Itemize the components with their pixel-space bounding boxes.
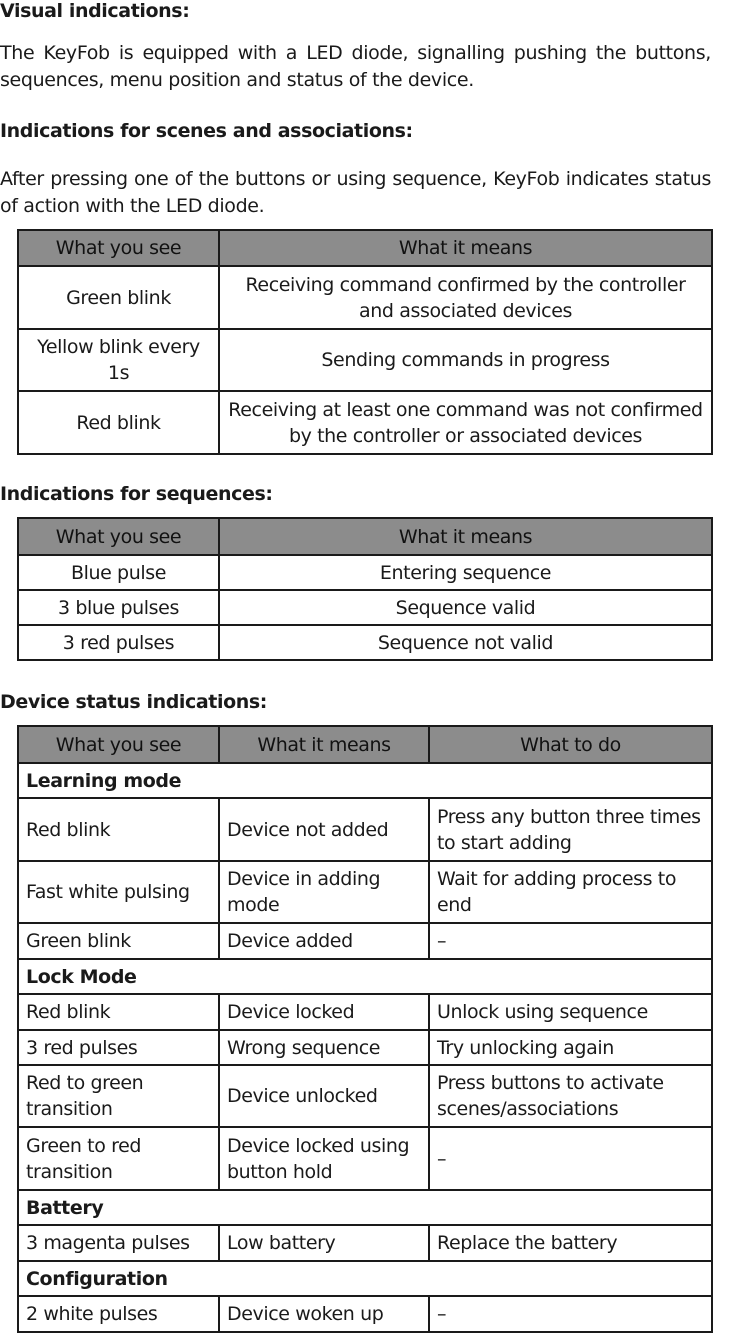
table-cell: Red blink	[18, 994, 219, 1030]
scenes-heading: Indications for scenes and associations:	[0, 120, 413, 142]
table-cell: Device not added	[219, 798, 429, 861]
table-cell: Try unlocking again	[429, 1030, 712, 1065]
table-cell: Red to green transition	[18, 1065, 219, 1127]
table-row	[18, 590, 712, 625]
table-cell: Receiving command confirmed by the controller and associated devices	[219, 266, 712, 329]
column-header: What it means	[219, 726, 429, 763]
visual-indications-heading: Visual indications:	[0, 0, 190, 22]
table-cell: Press buttons to activate scenes/associations	[429, 1065, 712, 1127]
table-row	[18, 266, 712, 329]
device-status-heading: Device status indications:	[0, 691, 267, 713]
table-header-row	[18, 518, 712, 555]
section-row	[18, 1190, 712, 1225]
section-row	[18, 763, 712, 798]
table-cell: 3 blue pulses	[18, 590, 219, 625]
table-cell: –	[429, 1296, 712, 1332]
column-header: What to do	[429, 726, 712, 763]
section-row	[18, 1261, 712, 1296]
table-cell: Device unlocked	[219, 1065, 429, 1127]
table-cell: 3 red pulses	[18, 1030, 219, 1065]
table-cell: 3 red pulses	[18, 625, 219, 660]
sequences-table	[17, 517, 713, 661]
table-cell: 3 magenta pulses	[18, 1225, 219, 1261]
table-row	[18, 1127, 712, 1190]
table-row	[18, 923, 712, 959]
table-header-row	[18, 726, 712, 763]
table-cell: Receiving at least one command was not confirmed by the controller or associated devices	[219, 391, 712, 454]
table-row	[18, 1296, 712, 1332]
section-row	[18, 959, 712, 994]
column-header: What you see	[18, 726, 219, 763]
table-cell: Low battery	[219, 1225, 429, 1261]
table-cell: –	[429, 923, 712, 959]
table-cell: Red blink	[18, 798, 219, 861]
sequences-heading: Indications for sequences:	[0, 483, 273, 505]
table-cell: Green blink	[18, 266, 219, 329]
table-cell: Entering sequence	[219, 555, 712, 590]
table-cell: –	[429, 1127, 712, 1190]
table-cell: Fast white pulsing	[18, 861, 219, 923]
table-cell: Blue pulse	[18, 555, 219, 590]
table-cell: Device locked	[219, 994, 429, 1030]
table-cell: Sending commands in progress	[219, 329, 712, 391]
table-row	[18, 798, 712, 861]
table-row	[18, 391, 712, 454]
column-header: What it means	[219, 230, 712, 266]
table-header-row	[18, 230, 712, 266]
table-row	[18, 861, 712, 923]
table-cell: Green to red transition	[18, 1127, 219, 1190]
table-cell: Wait for adding process to end	[429, 861, 712, 923]
table-cell: 2 white pulses	[18, 1296, 219, 1332]
section-title: Learning mode	[18, 763, 712, 798]
section-title: Lock Mode	[18, 959, 712, 994]
section-title: Battery	[18, 1190, 712, 1225]
table-cell: Sequence valid	[219, 590, 712, 625]
table-row	[18, 1225, 712, 1261]
column-header: What it means	[219, 518, 712, 555]
table-row	[18, 625, 712, 660]
table-cell: Press any button three times to start adding	[429, 798, 712, 861]
table-row	[18, 994, 712, 1030]
section-title: Configuration	[18, 1261, 712, 1296]
scenes-paragraph: After pressing one of the buttons or using sequence, KeyFob indicates status of action with the LED diode.	[0, 168, 711, 217]
table-row	[18, 329, 712, 391]
table-cell: Device woken up	[219, 1296, 429, 1332]
table-cell: Replace the battery	[429, 1225, 712, 1261]
table-cell: Device in adding mode	[219, 861, 429, 923]
column-header: What you see	[18, 518, 219, 555]
column-header: What you see	[18, 230, 219, 266]
table-cell: Unlock using sequence	[429, 994, 712, 1030]
table-cell: Green blink	[18, 923, 219, 959]
table-cell: Sequence not valid	[219, 625, 712, 660]
device-status-table	[17, 725, 713, 1333]
visual-indications-paragraph: The KeyFob is equipped with a LED diode, signalling pushing the buttons, sequences, menu position and status of the device.	[0, 42, 711, 91]
table-cell: Red blink	[18, 391, 219, 454]
table-row	[18, 1065, 712, 1127]
table-cell: Yellow blink every 1s	[18, 329, 219, 391]
table-cell: Device locked using button hold	[219, 1127, 429, 1190]
scenes-table	[17, 229, 713, 455]
table-row	[18, 555, 712, 590]
table-cell: Device added	[219, 923, 429, 959]
table-cell: Wrong sequence	[219, 1030, 429, 1065]
table-row	[18, 1030, 712, 1065]
